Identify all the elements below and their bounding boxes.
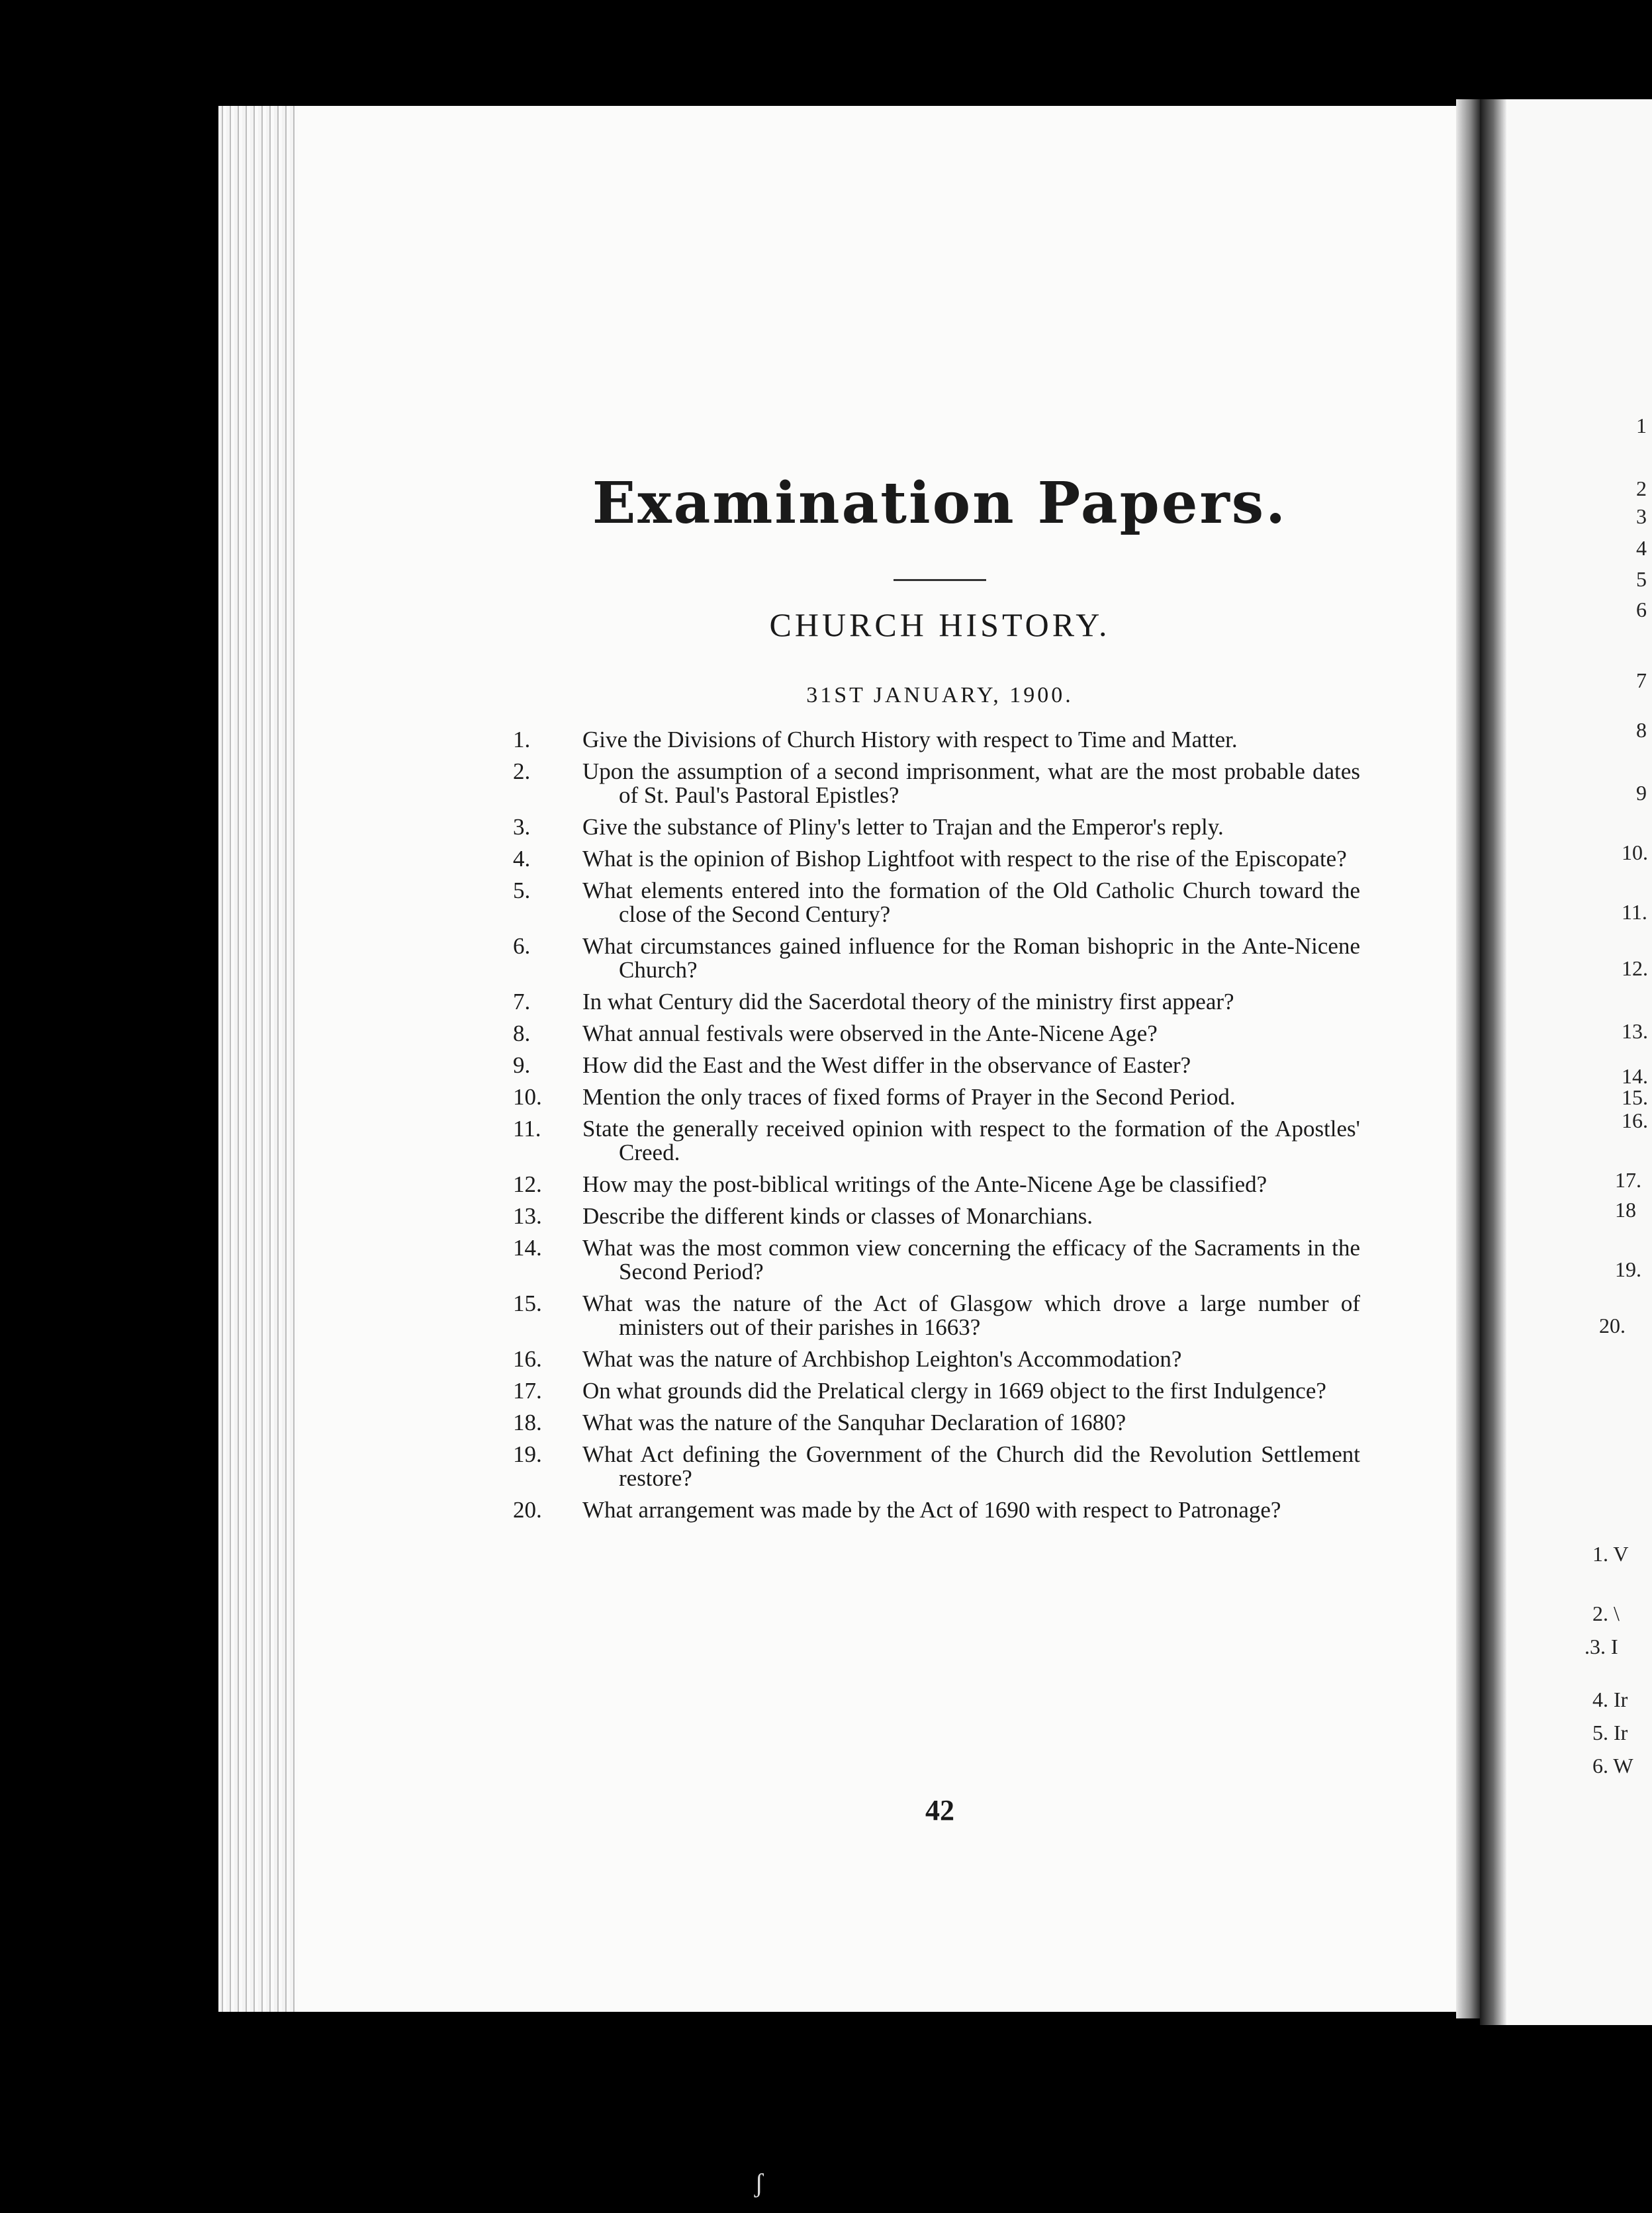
question-item	[513, 815, 1360, 839]
question-text: Mention the only traces of fixed forms of Prayer in the Second Period.	[582, 1084, 1236, 1110]
facing-page-number: 14.	[1622, 1064, 1648, 1088]
question-text: How did the East and the West differ in the observance of Easter?	[582, 1052, 1191, 1078]
facing-page-number: 16.	[1622, 1108, 1648, 1132]
question-item	[513, 1054, 1360, 1077]
question-text: What arrangement was made by the Act of 1690 with respect to Patronage?	[582, 1497, 1281, 1523]
question-number: 18.	[513, 1410, 542, 1435]
question-item	[513, 728, 1360, 752]
question-text: What was the nature of Archbishop Leighton's Accommodation?	[582, 1346, 1182, 1372]
question-number: 3.	[513, 814, 531, 840]
facing-page-number: 18	[1615, 1198, 1636, 1222]
question-number: 17.	[513, 1378, 542, 1404]
facing-page-item: 6. W	[1592, 1754, 1633, 1778]
facing-page-number: 13.	[1622, 1019, 1648, 1043]
question-item	[513, 847, 1360, 871]
facing-page-number: 15.	[1622, 1085, 1648, 1109]
facing-page-item: 2. \	[1592, 1602, 1620, 1625]
page-edges	[218, 106, 298, 2012]
page-title: Examination Papers.	[592, 470, 1288, 537]
question-text: State the generally received opinion with respect to the formation of the Apostles' Creed.	[582, 1116, 1360, 1165]
question-item	[513, 1411, 1360, 1435]
facing-page-number: 6	[1636, 598, 1647, 621]
facing-page-number: 7	[1636, 668, 1647, 692]
facing-page-item: 4. Ir	[1592, 1688, 1628, 1711]
question-number: 19.	[513, 1441, 542, 1467]
facing-page-number: 2	[1636, 476, 1647, 500]
question-number: 5.	[513, 878, 531, 903]
question-text: What was the nature of the Act of Glasgow which drove a large number of ministers out of their parishes in 1663?	[582, 1290, 1360, 1340]
facing-page-number: 20.	[1599, 1314, 1626, 1337]
question-number: 2.	[513, 758, 531, 784]
facing-page-number: 4	[1636, 536, 1647, 560]
facing-page-number: 3	[1636, 504, 1647, 528]
question-item	[513, 1085, 1360, 1109]
question-item	[513, 934, 1360, 982]
facing-page-item: 5. Ir	[1592, 1721, 1628, 1744]
question-number: 20.	[513, 1497, 542, 1523]
question-text: Give the substance of Pliny's letter to Trajan and the Emperor's reply.	[582, 814, 1224, 840]
question-item	[513, 1292, 1360, 1339]
facing-page-item: .3. I	[1584, 1635, 1618, 1658]
question-number: 4.	[513, 846, 531, 872]
question-item	[513, 1347, 1360, 1371]
question-number: 13.	[513, 1203, 542, 1229]
facing-page-number: 17.	[1615, 1168, 1641, 1192]
exam-date: 31ST JANUARY, 1900.	[806, 683, 1074, 707]
question-item	[513, 1204, 1360, 1228]
question-item	[513, 1498, 1360, 1522]
question-number: 10.	[513, 1084, 542, 1110]
question-item	[513, 1022, 1360, 1046]
question-text: On what grounds did the Prelatical clergy in 1669 object to the first Indulgence?	[582, 1378, 1326, 1404]
question-text: What circumstances gained influence for the Roman bishopric in the Ante-Nicene Church?	[582, 933, 1360, 983]
facing-page-number: 11.	[1622, 900, 1647, 924]
question-text: What Act defining the Government of the Church did the Revolution Settlement restore?	[582, 1441, 1360, 1491]
question-list	[513, 728, 1360, 1530]
question-item	[513, 879, 1360, 926]
facing-page-number: 10.	[1622, 840, 1648, 864]
question-text: What was the most common view concerning the efficacy of the Sacraments in the Second Period?	[582, 1235, 1360, 1285]
subject-heading: CHURCH HISTORY.	[769, 606, 1111, 643]
question-text: Upon the assumption of a second imprisonment, what are the most probable dates of St. Paul's Pastoral Epistles?	[582, 758, 1360, 808]
question-text: What elements entered into the formation of the Old Catholic Church toward the close of the Second Century?	[582, 878, 1360, 927]
question-item	[513, 1173, 1360, 1197]
book-spine	[1456, 99, 1480, 2018]
facing-page-number: 5	[1636, 567, 1647, 591]
facing-page-number: 19.	[1615, 1257, 1641, 1281]
facing-page-number: 8	[1636, 718, 1647, 742]
question-number: 12.	[513, 1171, 542, 1197]
question-text: In what Century did the Sacerdotal theory of the ministry first appear?	[582, 989, 1234, 1015]
question-number: 7.	[513, 989, 531, 1015]
question-number: 15.	[513, 1290, 542, 1316]
facing-page-item: 1. V	[1592, 1542, 1629, 1566]
question-text: Give the Divisions of Church History with respect to Time and Matter.	[582, 727, 1238, 752]
question-number: 14.	[513, 1235, 542, 1261]
question-item	[513, 760, 1360, 807]
question-text: What annual festivals were observed in the Ante-Nicene Age?	[582, 1020, 1158, 1046]
question-item	[513, 1443, 1360, 1490]
question-text: What was the nature of the Sanquhar Declaration of 1680?	[582, 1410, 1126, 1435]
question-item	[513, 1236, 1360, 1284]
question-number: 16.	[513, 1346, 542, 1372]
question-number: 6.	[513, 933, 531, 959]
question-item	[513, 1379, 1360, 1403]
question-item	[513, 1117, 1360, 1165]
facing-page-number: 12.	[1622, 956, 1648, 980]
scan-mark: ʃ	[755, 2168, 764, 2198]
title-rule	[894, 579, 986, 581]
question-number: 11.	[513, 1116, 541, 1142]
question-text: Describe the different kinds or classes of Monarchians.	[582, 1203, 1093, 1229]
question-item	[513, 990, 1360, 1014]
facing-page-numbers	[1480, 0, 1652, 2213]
facing-page-number: 9	[1636, 781, 1647, 805]
page-number: 42	[925, 1794, 954, 1827]
question-number: 8.	[513, 1020, 531, 1046]
question-number: 9.	[513, 1052, 531, 1078]
question-text: What is the opinion of Bishop Lightfoot with respect to the rise of the Episcopate?	[582, 846, 1347, 872]
question-number: 1.	[513, 727, 531, 752]
facing-page-number: 1	[1636, 414, 1647, 437]
question-text: How may the post-biblical writings of the Ante-Nicene Age be classified?	[582, 1171, 1267, 1197]
